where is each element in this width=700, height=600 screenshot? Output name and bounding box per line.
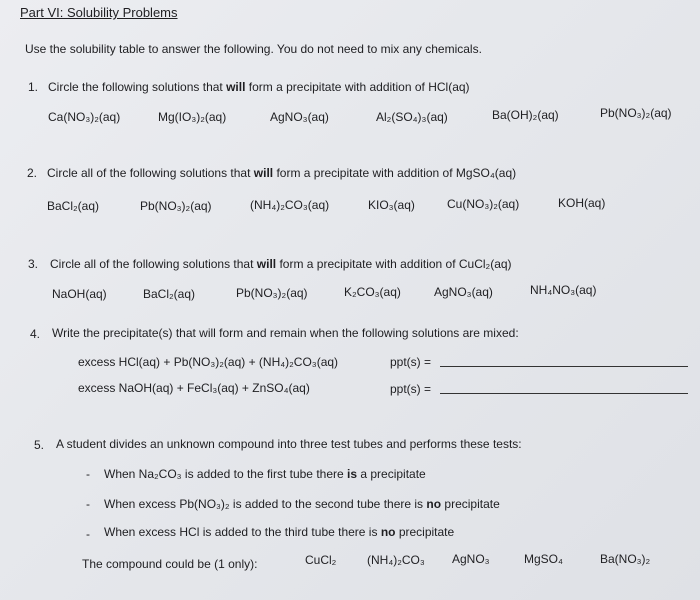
q5-test-3-a: When excess HCl is added to the third tube there is	[104, 525, 381, 539]
q1-option-5[interactable]: Ba(OH)₂(aq)	[492, 108, 559, 122]
q1-option-1[interactable]: Ca(NO₃)₂(aq)	[48, 110, 121, 124]
q2-prompt-a: Circle all of the following solutions that	[47, 166, 254, 180]
q5-test-1-a: When Na₂CO₃ is added to the first tube there	[104, 467, 347, 481]
q1-number: 1.	[28, 80, 39, 94]
q2-option-1[interactable]: BaCl₂(aq)	[47, 199, 100, 213]
q1-prompt-bold: will	[226, 80, 246, 94]
q1-option-6[interactable]: Pb(NO₃)₂(aq)	[600, 106, 672, 120]
q5-test-1	[104, 467, 426, 481]
section-title: Part VI: Solubility Problems	[20, 5, 178, 20]
bullet-2: -	[86, 497, 90, 511]
q3-option-1[interactable]: NaOH(aq)	[52, 287, 107, 301]
q5-could-be: The compound could be (1 only):	[82, 557, 258, 571]
q3-number: 3.	[28, 257, 39, 271]
q4-mix-2: excess NaOH(aq) + FeCl₃(aq) + ZnSO₄(aq)	[78, 381, 310, 395]
q1-prompt-b: form a precipitate with addition of HCl(aq)	[245, 80, 470, 94]
q2-option-3[interactable]: (NH₄)₂CO₃(aq)	[250, 198, 330, 212]
q2-option-2[interactable]: Pb(NO₃)₂(aq)	[140, 199, 212, 213]
q1-prompt	[48, 80, 470, 94]
q1-option-3[interactable]: AgNO₃(aq)	[270, 110, 329, 124]
q5-prompt: A student divides an unknown compound into three test tubes and performs these tests:	[56, 437, 522, 451]
q5-test-3-bold: no	[380, 525, 396, 539]
q3-prompt	[50, 257, 512, 271]
q2-option-6[interactable]: KOH(aq)	[558, 196, 606, 210]
q2-prompt-bold: will	[253, 166, 274, 180]
q5-option-5[interactable]: Ba(NO₃)₂	[600, 552, 651, 566]
bullet-3: -	[86, 527, 90, 541]
q2-number: 2.	[27, 166, 38, 180]
q5-test-1-bold: is	[347, 467, 358, 481]
q5-option-3[interactable]: AgNO₃	[452, 552, 490, 566]
q1-option-2[interactable]: Mg(IO₃)₂(aq)	[158, 110, 227, 124]
q5-option-2[interactable]: (NH₄)₂CO₃	[367, 553, 425, 567]
q4-number: 4.	[30, 327, 41, 341]
q2-option-4[interactable]: KIO₃(aq)	[368, 198, 415, 212]
q5-test-2	[104, 497, 500, 511]
q5-test-2-b: precipitate	[441, 497, 500, 511]
q4-answer-line-2[interactable]	[440, 393, 688, 394]
instructions: Use the solubility table to answer the following. You do not need to mix any chemicals.	[25, 42, 482, 56]
q3-option-2[interactable]: BaCl₂(aq)	[143, 287, 196, 301]
q4-answer-line-1[interactable]	[440, 366, 688, 367]
q1-option-4[interactable]: Al₂(SO₄)₃(aq)	[376, 110, 448, 124]
q5-test-3-b: precipitate	[395, 525, 455, 539]
q2-prompt-b: form a precipitate with addition of MgSO₄(aq)	[273, 166, 517, 180]
q4-mix-1: excess HCl(aq) + Pb(NO₃)₂(aq) + (NH₄)₂CO₃(aq)	[78, 355, 339, 369]
q1-prompt-a: Circle the following solutions that	[48, 80, 227, 94]
q3-option-6[interactable]: NH₄NO₃(aq)	[530, 283, 597, 297]
q3-option-5[interactable]: AgNO₃(aq)	[434, 285, 493, 299]
q3-prompt-a: Circle all of the following solutions that	[50, 257, 257, 271]
q5-test-2-bold: no	[426, 497, 442, 511]
q5-number: 5.	[34, 438, 45, 452]
q2-option-5[interactable]: Cu(NO₃)₂(aq)	[447, 197, 520, 211]
q4-prompt: Write the precipitate(s) that will form and remain when the following solutions are mixed:	[52, 326, 519, 340]
q2-prompt	[47, 166, 516, 180]
q3-option-3[interactable]: Pb(NO₃)₂(aq)	[236, 286, 308, 300]
bullet-1: -	[86, 467, 90, 481]
q5-option-4[interactable]: MgSO₄	[524, 552, 563, 566]
q4-ppt-label-2: ppt(s) =	[390, 382, 432, 396]
q3-option-4[interactable]: K₂CO₃(aq)	[344, 285, 401, 299]
q3-prompt-bold: will	[256, 257, 277, 271]
q5-test-2-a: When excess Pb(NO₃)₂ is added to the second tube there is	[104, 497, 427, 511]
q4-ppt-label-1: ppt(s) =	[390, 355, 432, 369]
q5-option-1[interactable]: CuCl₂	[305, 553, 337, 567]
q3-prompt-b: form a precipitate with addition of CuCl₂(aq)	[276, 257, 512, 271]
q5-test-1-b: a precipitate	[357, 467, 426, 481]
q5-test-3	[104, 525, 454, 539]
